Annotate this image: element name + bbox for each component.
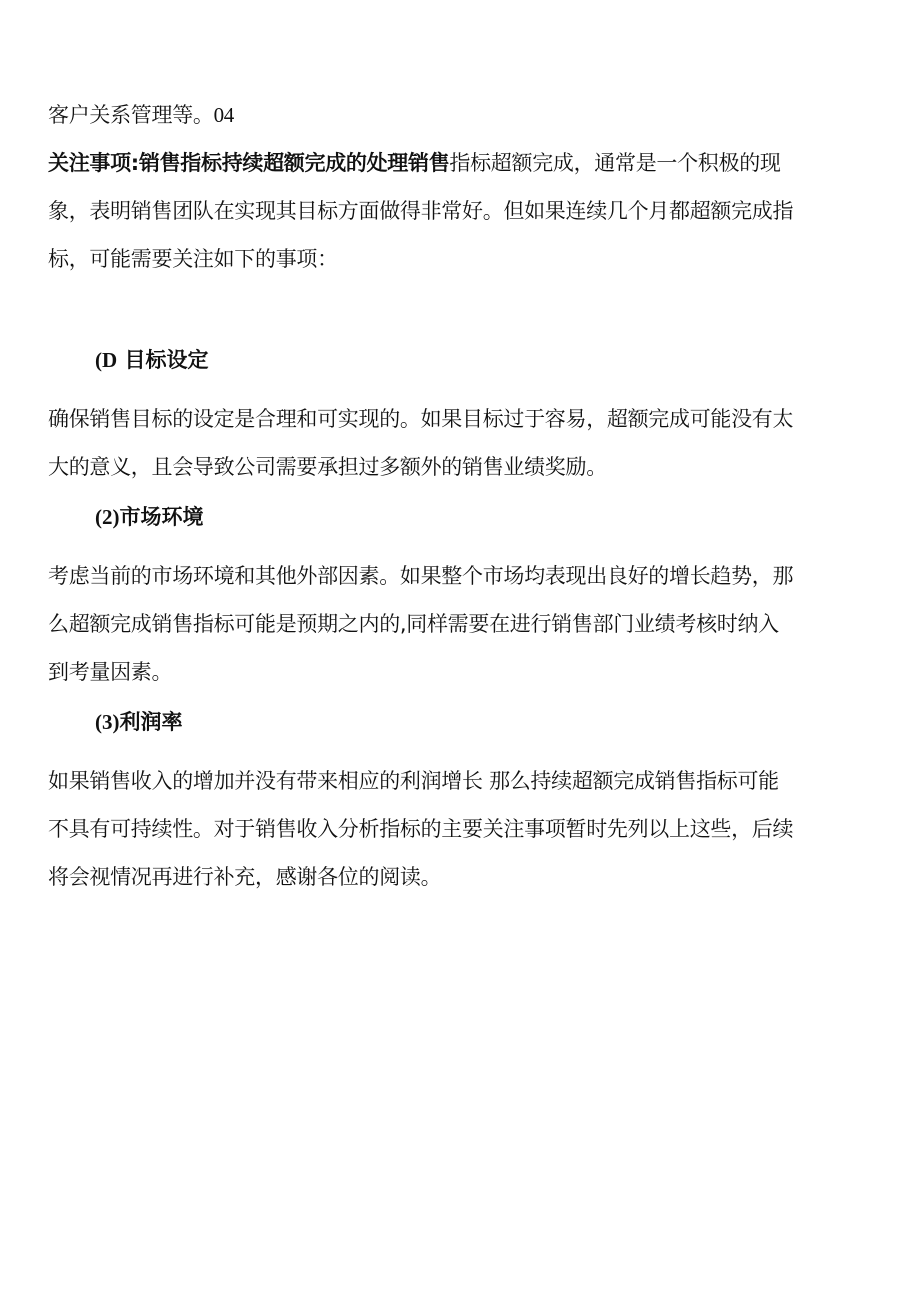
focus-line-3: 标，可能需要关注如下的事项： — [48, 247, 338, 271]
section-title: 利润率 — [119, 710, 183, 734]
section-3-line-3: 将会视情况再进行补充，感谢各位的阅读。 — [48, 865, 442, 889]
section-title: 目标设定 — [117, 348, 209, 372]
section-2-line-3: 到考量因素。 — [48, 660, 173, 684]
section-3-line-1: 如果销售收入的增加并没有带来相应的利润增长 那么持续超额完成销售指标可能 — [48, 769, 779, 793]
section-marker: (D — [95, 348, 118, 372]
section-heading-market — [95, 502, 204, 532]
section-1-line-1: 确保销售目标的设定是合理和可实现的。如果目标过于容易，超额完成可能没有太 — [48, 407, 794, 431]
intro-number: 04 — [213, 103, 235, 127]
section-1-line-2: 大的意义，且会导致公司需要承担过多额外的销售业绩奖励。 — [48, 455, 607, 479]
section-marker: (2) — [95, 505, 120, 529]
focus-line-1 — [48, 148, 878, 178]
focus-text-1: 指标超额完成，通常是一个积极的现 — [449, 151, 781, 175]
focus-heading: 关注事项:销售指标持续超额完成的处理销售 — [48, 151, 450, 175]
intro-text: 客户关系管理等。 — [48, 103, 214, 127]
section-2-line-2: 么超额完成销售指标可能是预期之内的,同样需要在进行销售部门业绩考核时纳入 — [48, 612, 779, 636]
section-title: 市场环境 — [119, 505, 204, 529]
intro-line — [48, 100, 878, 130]
section-heading-target — [95, 345, 208, 375]
focus-line-2: 象，表明销售团队在实现其目标方面做得非常好。但如果连续几个月都超额完成指 — [48, 199, 794, 223]
section-3-line-2: 不具有可持续性。对于销售收入分析指标的主要关注事项暂时先列以上这些，后续 — [48, 817, 794, 841]
section-2-line-1: 考虑当前的市场环境和其他外部因素。如果整个市场均表现出良好的增长趋势，那 — [48, 564, 794, 588]
section-heading-profit — [95, 707, 183, 737]
section-marker: (3) — [95, 710, 120, 734]
